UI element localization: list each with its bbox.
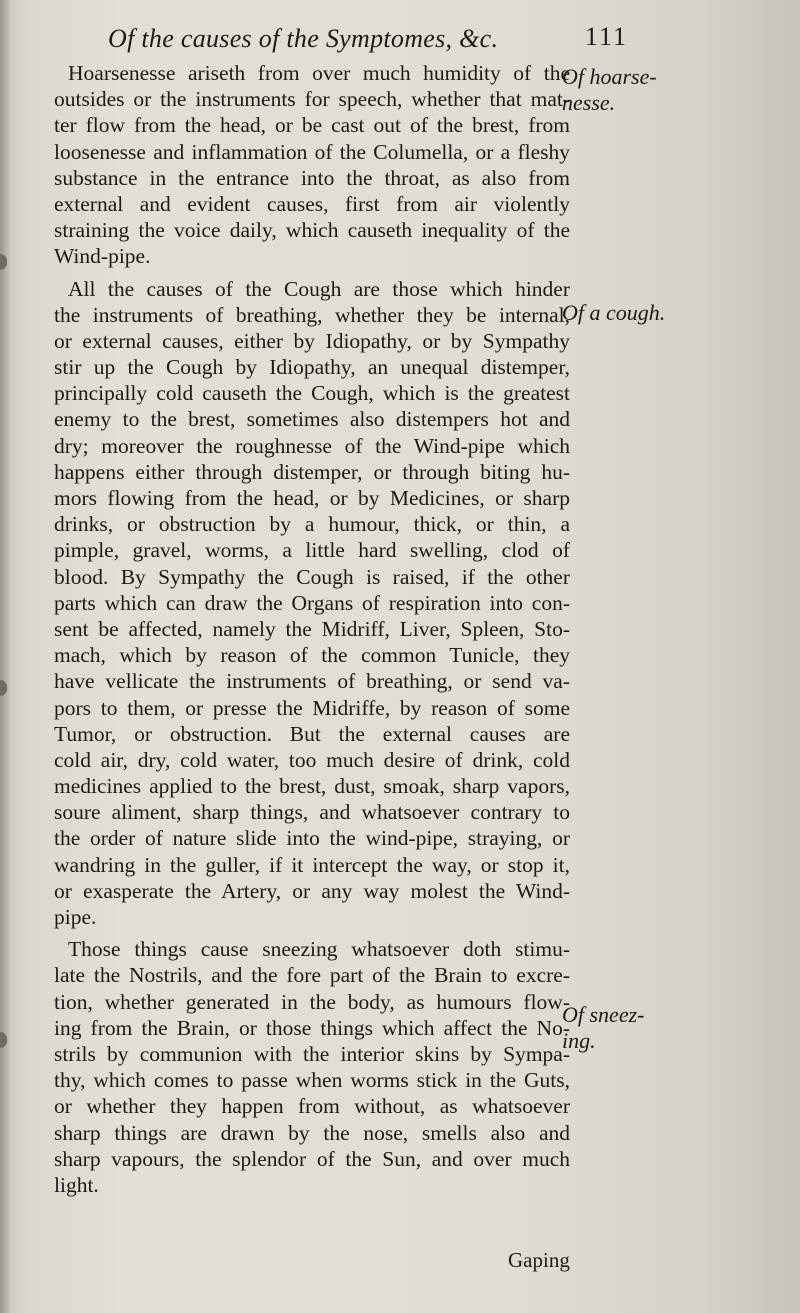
text-line: sharp things are drawn by the nose, smells also and (54, 1120, 570, 1145)
text-line: pimple, gravel, worms, a little hard swelling, clod of (54, 538, 570, 563)
text-line: tion, whether generated in the body, as humours flow- (54, 989, 570, 1014)
text-line: parts which can draw the Organs of respiration into con- (54, 590, 570, 615)
page-binding-edge (0, 0, 10, 1313)
paragraph-hoarseness (54, 60, 570, 270)
text-line: the order of nature slide into the wind-pipe, straying, or (54, 826, 570, 851)
margin-note-line: Of sneez- (562, 1002, 645, 1027)
text-line: ter flow from the head, or be cast out of the brest, from (54, 113, 570, 138)
text-line: Hoarsenesse ariseth from over much humidity of the (68, 61, 570, 85)
page-header (100, 14, 630, 58)
page-number: 111 (584, 22, 628, 51)
text-line: ing from the Brain, or those things which affect the No- (54, 1015, 570, 1040)
text-line: wandring in the guller, if it intercept the way, or stop it, (54, 852, 570, 877)
text-line: Tumor, or obstruction. But the external causes are (54, 721, 570, 746)
text-line: the instruments of breathing, whether they be internal, (54, 302, 570, 327)
text-line: cold air, dry, cold water, too much desire of drink, cold (54, 747, 570, 772)
text-line: external and evident causes, first from air violently (54, 191, 570, 216)
margin-note-line: Of a cough. (562, 300, 666, 325)
margin-note-sneezing (562, 1002, 644, 1054)
text-line: sharp vapours, the splendor of the Sun, and over much (54, 1146, 570, 1171)
text-line: substance in the entrance into the throat, as also from (54, 165, 570, 190)
paragraph-sneezing (54, 936, 570, 1198)
margin-note-line: nesse. (562, 90, 616, 115)
main-text (54, 60, 570, 1198)
text-line: medicines applied to the brest, dust, smoak, sharp vapors, (54, 774, 570, 799)
text-line: thy, which comes to passe when worms stick in the Guts, (54, 1068, 570, 1093)
text-line: outsides or the instruments for speech, whether that mat- (54, 87, 570, 112)
running-head: Of the causes of the Symptomes, &c. (108, 24, 499, 53)
text-line: stir up the Cough by Idiopathy, an unequal distemper, (54, 355, 570, 380)
text-line: or whether they happen from without, as whatsoever (54, 1094, 570, 1119)
text-line: happens either through distemper, or through biting hu- (54, 459, 570, 484)
text-line: or external causes, either by Idiopathy, or by Sympathy (54, 328, 570, 353)
text-line: straining the voice daily, which causeth inequality of the (54, 218, 570, 243)
text-line: enemy to the brest, sometimes also distempers hot and (54, 407, 570, 432)
text-line: Those things cause sneezing whatsoever doth stimu- (68, 937, 570, 962)
text-line: All the causes of the Cough are those which hinder (68, 276, 570, 301)
text-line: principally cold causeth the Cough, which is the greatest (54, 381, 570, 406)
text-line: drinks, or obstruction by a humour, thick, or thin, a (54, 512, 570, 537)
catchword: Gaping (508, 1248, 570, 1272)
margin-note-hoarseness (562, 64, 657, 116)
text-line: have vellicate the instruments of breathing, or send va- (54, 669, 570, 694)
text-line: pipe. (54, 905, 97, 929)
text-line: late the Nostrils, and the fore part of the Brain to excre- (54, 963, 570, 988)
text-line: or exasperate the Artery, or any way molest the Wind- (54, 878, 570, 903)
text-line: loosenesse and inflammation of the Columella, or a fleshy (54, 139, 570, 164)
text-line: strils by communion with the interior skins by Sympa- (54, 1041, 570, 1066)
text-line: soure aliment, sharp things, and whatsoever contrary to (54, 800, 570, 825)
text-line: sent be affected, namely the Midriff, Liver, Spleen, Sto- (54, 616, 570, 641)
text-line: pors to them, or presse the Midriffe, by reason of some (54, 695, 570, 720)
text-line: light. (54, 1172, 99, 1197)
text-line: Wind-pipe. (54, 244, 151, 269)
text-line: dry; moreover the roughnesse of the Wind-pipe which (54, 433, 570, 458)
margin-note-cough (562, 300, 665, 326)
margin-note-line: ing. (562, 1028, 596, 1053)
text-line: mach, which by reason of the common Tunicle, they (54, 643, 570, 668)
paragraph-cough (54, 276, 570, 931)
margin-note-line: Of hoarse- (562, 64, 657, 89)
text-line: blood. By Sympathy the Cough is raised, if the other (54, 564, 570, 589)
text-line: mors flowing from the head, or by Medicines, or sharp (54, 486, 570, 510)
